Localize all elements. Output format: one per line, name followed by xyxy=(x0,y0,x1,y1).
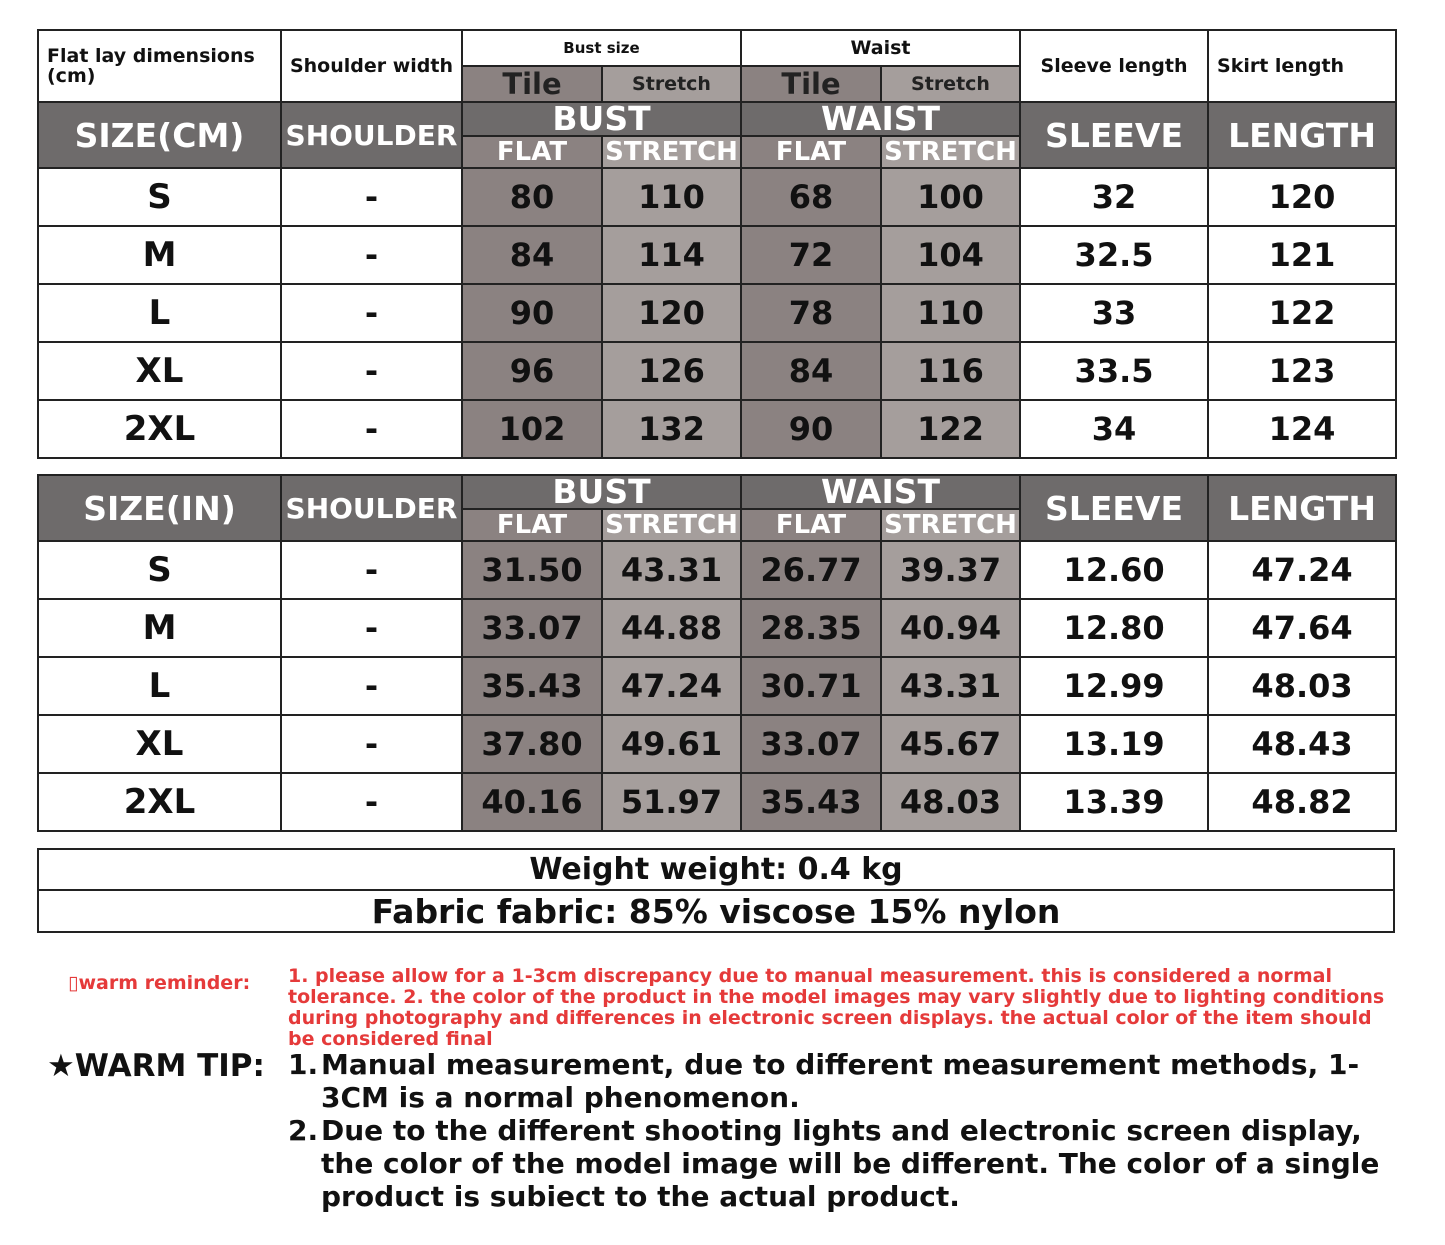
label-table xyxy=(37,29,1397,103)
sleeve-cell: 32.5 xyxy=(1020,226,1208,284)
waist-flat-cell: 33.07 xyxy=(741,715,881,773)
shoulder-cell: - xyxy=(281,773,462,831)
warm-tip-label: ★WARM TIP: xyxy=(47,1048,265,1084)
shoulder-cell: - xyxy=(281,657,462,715)
shoulder-cell: - xyxy=(281,226,462,284)
size-cell: S xyxy=(38,168,281,226)
size-table-cm xyxy=(37,101,1397,459)
fabric-text: Fabric fabric: 85% viscose 15% nylon xyxy=(38,890,1394,932)
shoulder-cell: - xyxy=(281,541,462,599)
bust-stretch-cell: 47.24 xyxy=(602,657,741,715)
bust-flat-header: FLAT xyxy=(462,136,602,168)
length-cell: 124 xyxy=(1208,400,1396,458)
tip-text: Due to the different shooting lights and electronic screen display, the color of the model image will be different. The color of a single product is subiect to the actual product. xyxy=(321,1114,1380,1213)
waist-stretch-header: STRETCH xyxy=(881,509,1020,541)
shoulder-cell: - xyxy=(281,715,462,773)
bust-flat-cell: 102 xyxy=(462,400,602,458)
sleeve-header: SLEEVE xyxy=(1020,102,1208,168)
waist-flat-cell: 72 xyxy=(741,226,881,284)
bust-stretch-label: Stretch xyxy=(602,66,741,102)
size-cell: S xyxy=(38,541,281,599)
tip-number: 2. xyxy=(288,1114,319,1147)
bust-flat-cell: 90 xyxy=(462,284,602,342)
waist-stretch-cell: 116 xyxy=(881,342,1020,400)
size-cell: XL xyxy=(38,715,281,773)
sleeve-length-label: Sleeve length xyxy=(1020,30,1208,102)
length-cell: 123 xyxy=(1208,342,1396,400)
shoulder-cell: - xyxy=(281,599,462,657)
waist-label: Waist xyxy=(741,30,1020,66)
shoulder-cell: - xyxy=(281,284,462,342)
shoulder-header: SHOULDER xyxy=(281,475,462,541)
waist-flat-cell: 68 xyxy=(741,168,881,226)
table-row xyxy=(38,773,1396,831)
bust-stretch-cell: 132 xyxy=(602,400,741,458)
warm-tip-list xyxy=(288,1048,1388,1213)
size-cell: M xyxy=(38,599,281,657)
bust-stretch-cell: 120 xyxy=(602,284,741,342)
length-cell: 48.82 xyxy=(1208,773,1396,831)
shoulder-width-label: Shoulder width xyxy=(281,30,462,102)
sleeve-cell: 13.19 xyxy=(1020,715,1208,773)
bust-stretch-cell: 44.88 xyxy=(602,599,741,657)
bust-flat-cell: 33.07 xyxy=(462,599,602,657)
length-header: LENGTH xyxy=(1208,475,1396,541)
sleeve-cell: 34 xyxy=(1020,400,1208,458)
size-table-in xyxy=(37,474,1397,832)
waist-stretch-header: STRETCH xyxy=(881,136,1020,168)
shoulder-cell: - xyxy=(281,342,462,400)
waist-header: WAIST xyxy=(741,475,1020,509)
bust-size-label: Bust size xyxy=(462,30,741,66)
size-cell: 2XL xyxy=(38,400,281,458)
sleeve-cell: 12.80 xyxy=(1020,599,1208,657)
sleeve-cell: 33.5 xyxy=(1020,342,1208,400)
waist-header: WAIST xyxy=(741,102,1020,136)
waist-flat-cell: 90 xyxy=(741,400,881,458)
bust-stretch-cell: 51.97 xyxy=(602,773,741,831)
waist-flat-cell: 78 xyxy=(741,284,881,342)
table-row xyxy=(38,168,1396,226)
waist-flat-cell: 28.35 xyxy=(741,599,881,657)
shoulder-cell: - xyxy=(281,168,462,226)
bust-flat-header: FLAT xyxy=(462,509,602,541)
bust-flat-cell: 96 xyxy=(462,342,602,400)
waist-stretch-cell: 100 xyxy=(881,168,1020,226)
waist-stretch-cell: 45.67 xyxy=(881,715,1020,773)
bust-header: BUST xyxy=(462,475,741,509)
table-row xyxy=(38,226,1396,284)
waist-flat-cell: 30.71 xyxy=(741,657,881,715)
size-cell: L xyxy=(38,657,281,715)
sleeve-cell: 12.99 xyxy=(1020,657,1208,715)
bust-stretch-cell: 114 xyxy=(602,226,741,284)
bust-stretch-cell: 43.31 xyxy=(602,541,741,599)
waist-stretch-cell: 40.94 xyxy=(881,599,1020,657)
bust-header: BUST xyxy=(462,102,741,136)
bust-stretch-header: STRETCH xyxy=(602,136,741,168)
length-cell: 47.24 xyxy=(1208,541,1396,599)
length-cell: 121 xyxy=(1208,226,1396,284)
tip-text: Manual measurement, due to different measurement methods, 1-3CM is a normal phenomenon. xyxy=(321,1048,1360,1114)
length-cell: 48.43 xyxy=(1208,715,1396,773)
tip-number: 1. xyxy=(288,1048,319,1081)
bust-flat-cell: 37.80 xyxy=(462,715,602,773)
waist-stretch-cell: 104 xyxy=(881,226,1020,284)
table-row xyxy=(38,715,1396,773)
waist-stretch-cell: 39.37 xyxy=(881,541,1020,599)
waist-flat-cell: 35.43 xyxy=(741,773,881,831)
table-row xyxy=(38,657,1396,715)
waist-flat-cell: 84 xyxy=(741,342,881,400)
shoulder-header: SHOULDER xyxy=(281,102,462,168)
sleeve-cell: 12.60 xyxy=(1020,541,1208,599)
bust-flat-cell: 84 xyxy=(462,226,602,284)
list-item xyxy=(288,1048,1388,1114)
bust-flat-cell: 40.16 xyxy=(462,773,602,831)
size-header: SIZE(CM) xyxy=(38,102,281,168)
waist-stretch-cell: 122 xyxy=(881,400,1020,458)
sleeve-cell: 33 xyxy=(1020,284,1208,342)
waist-stretch-cell: 110 xyxy=(881,284,1020,342)
size-cell: 2XL xyxy=(38,773,281,831)
size-cell: L xyxy=(38,284,281,342)
table-row xyxy=(38,400,1396,458)
bust-flat-cell: 80 xyxy=(462,168,602,226)
bust-stretch-header: STRETCH xyxy=(602,509,741,541)
waist-tile-label: Tile xyxy=(741,66,881,102)
list-item xyxy=(288,1114,1388,1213)
size-header: SIZE(IN) xyxy=(38,475,281,541)
warm-reminder-text: 1. please allow for a 1-3cm discrepancy due to manual measurement. this is considered a normal tolerance. 2. the color of the product in the model images may vary slightly due to lighting conditions during photography and differences in electronic screen displays. the actual color of the item should be considered final xyxy=(288,965,1385,1050)
warm-reminder-label: ▯warm reminder: xyxy=(68,972,251,994)
table-row xyxy=(38,284,1396,342)
sleeve-cell: 13.39 xyxy=(1020,773,1208,831)
table-row xyxy=(38,599,1396,657)
sleeve-header: SLEEVE xyxy=(1020,475,1208,541)
waist-flat-header: FLAT xyxy=(741,136,881,168)
bust-flat-cell: 31.50 xyxy=(462,541,602,599)
waist-stretch-cell: 48.03 xyxy=(881,773,1020,831)
bust-flat-cell: 35.43 xyxy=(462,657,602,715)
bust-stretch-cell: 110 xyxy=(602,168,741,226)
shoulder-cell: - xyxy=(281,400,462,458)
flat-lay-label: Flat lay dimensions (cm) xyxy=(38,30,281,102)
bust-stretch-cell: 126 xyxy=(602,342,741,400)
sleeve-cell: 32 xyxy=(1020,168,1208,226)
waist-stretch-cell: 43.31 xyxy=(881,657,1020,715)
waist-flat-header: FLAT xyxy=(741,509,881,541)
weight-text: Weight weight: 0.4 kg xyxy=(38,849,1394,890)
waist-flat-cell: 26.77 xyxy=(741,541,881,599)
length-cell: 48.03 xyxy=(1208,657,1396,715)
length-cell: 122 xyxy=(1208,284,1396,342)
length-header: LENGTH xyxy=(1208,102,1396,168)
bust-stretch-cell: 49.61 xyxy=(602,715,741,773)
table-row xyxy=(38,342,1396,400)
table-row xyxy=(38,541,1396,599)
size-cell: XL xyxy=(38,342,281,400)
bust-tile-label: Tile xyxy=(462,66,602,102)
info-box xyxy=(37,848,1395,933)
length-cell: 47.64 xyxy=(1208,599,1396,657)
length-cell: 120 xyxy=(1208,168,1396,226)
skirt-length-label: Skirt length xyxy=(1208,30,1396,102)
waist-stretch-label: Stretch xyxy=(881,66,1020,102)
size-cell: M xyxy=(38,226,281,284)
